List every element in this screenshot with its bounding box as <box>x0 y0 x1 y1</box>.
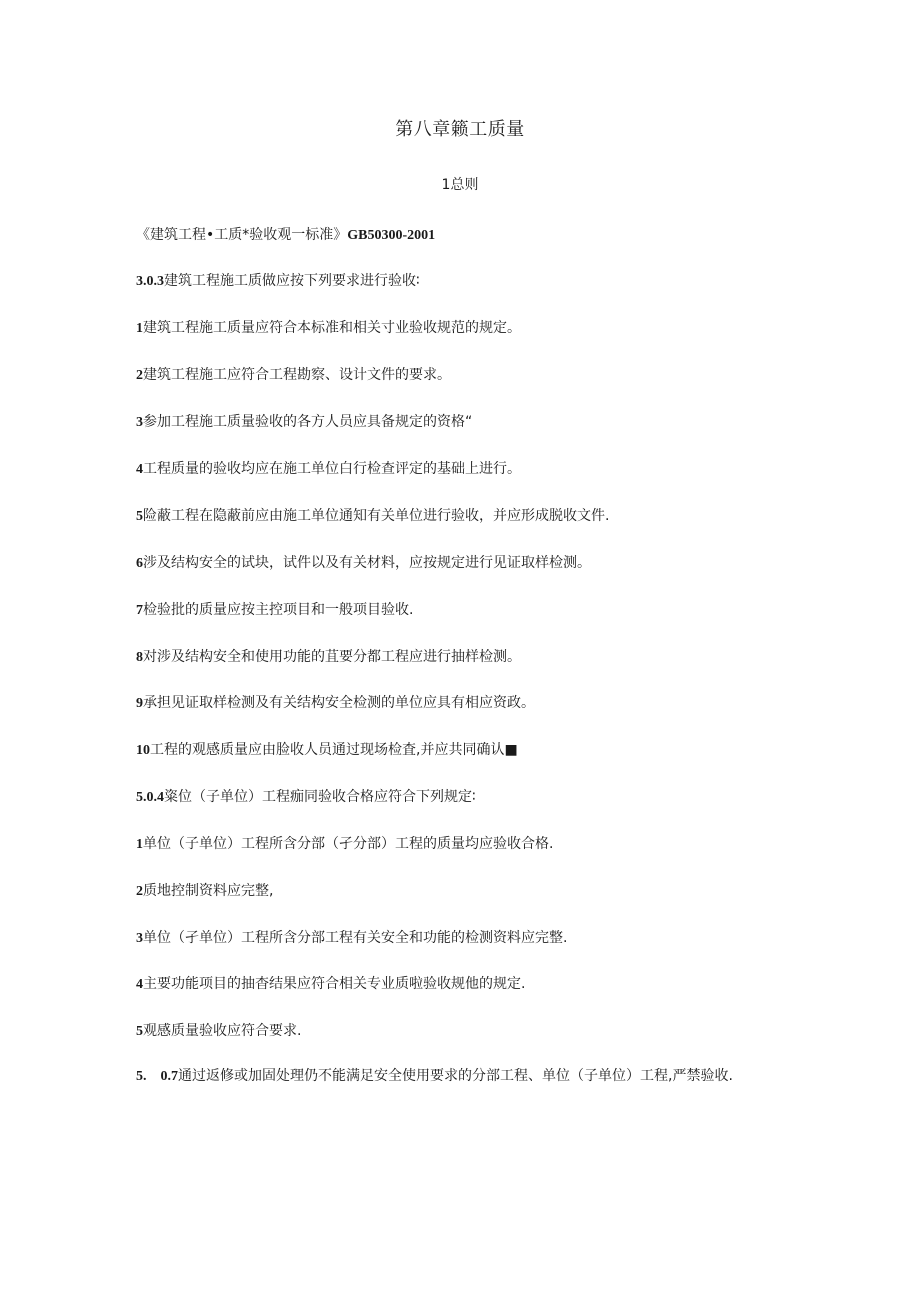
item-number: 9 <box>136 696 143 711</box>
clause-number: 5. 0.7 <box>136 1069 178 1084</box>
item-text: 险蔽工程在隐蔽前应由施工单位通知有关单位进行验收，并应形成脱收文件. <box>143 508 610 524</box>
item-number: 2 <box>136 368 143 383</box>
item-number: 4 <box>136 977 143 992</box>
item-number: 10 <box>136 743 150 758</box>
chapter-title: 第八章籁工质量 <box>395 119 525 140</box>
item-text: 检验批的质量应按主控项目和一般项目验收. <box>143 602 414 618</box>
list-item <box>136 599 786 622</box>
standard-title: 《建筑工程•工质*验收观一标准》 <box>136 227 348 243</box>
clause-5-0-7 <box>136 1063 786 1090</box>
clause-5-0-4 <box>136 786 786 809</box>
list-item <box>136 552 786 575</box>
list-item <box>136 739 786 762</box>
item-text: 承担见证取样检测及有关结构安全检测的单位应具有相应资政。 <box>143 695 535 711</box>
list-item <box>136 411 786 434</box>
list-item <box>136 880 786 903</box>
item-number: 5 <box>136 509 143 524</box>
item-text: 建筑工程施工质量应符合本标准和相关寸业验收规范的规定。 <box>143 320 521 336</box>
list-item <box>136 317 786 340</box>
clause-text: 建筑工程施工质做应按下列要求进行验收∶ <box>164 273 420 289</box>
standard-reference <box>136 224 786 247</box>
item-text: 单位（子单位）工程所含分部（孑分部）工程的质量均应验收合格. <box>143 836 554 852</box>
item-text: 观感质量验收应符合要求. <box>143 1023 302 1039</box>
item-number: 2 <box>136 884 143 899</box>
list-item <box>136 646 786 669</box>
list-item <box>136 833 786 856</box>
item-number: 5 <box>136 1024 143 1039</box>
list-item <box>136 927 786 950</box>
standard-code: GB50300-2001 <box>347 228 436 243</box>
clause-text: 粢位（子单位）工程痂同验收合格应符合下列规定∶ <box>164 789 476 805</box>
item-number: 7 <box>136 603 143 618</box>
section-heading: 1总则 <box>441 177 479 193</box>
item-number: 3 <box>136 931 143 946</box>
item-number: 6 <box>136 556 143 571</box>
item-text: 工程的观感质量应由脸收人员通过现场检査,并应共同确认■ <box>150 742 518 758</box>
item-text: 涉及结构安全的试块，试件以及有关材料，应按规定进行见证取样检测。 <box>143 555 591 571</box>
list-item <box>136 505 786 528</box>
clause-text: 通过返修或加固处理仍不能满足安全使用要求的分部工程、单位（子单位）工程,严禁验收. <box>178 1068 733 1084</box>
item-text: 质地控制资料应完整, <box>143 883 274 899</box>
item-text: 工程质量的验收均应在施工单位白行检查评定的基础上进行。 <box>143 461 521 477</box>
item-text: 建筑工程施工应符合工程勘察、设计文件的要求。 <box>143 367 451 383</box>
clause-number: 5.0.4 <box>136 790 164 805</box>
clause-number: 3.0.3 <box>136 274 164 289</box>
list-item <box>136 364 786 387</box>
list-item <box>136 692 786 715</box>
list-item <box>136 1020 786 1043</box>
item-number: 3 <box>136 415 143 430</box>
list-item <box>136 458 786 481</box>
item-number: 1 <box>136 321 143 336</box>
list-item <box>136 973 786 996</box>
item-text: 参加工程施工质量验收的各方人员应具备规定的资格“ <box>143 414 473 430</box>
clause-3-0-3 <box>136 270 786 293</box>
item-number: 4 <box>136 462 143 477</box>
item-number: 1 <box>136 837 143 852</box>
item-text: 单位（孑单位）工程所含分部工程有关安全和功能的检测资料应完整. <box>143 930 568 946</box>
item-number: 8 <box>136 650 143 665</box>
item-text: 对涉及结构安全和使用功能的苴要分都工程应进行抽样检测。 <box>143 649 521 665</box>
item-text: 主要功能项目的抽杳结果应符合相关专业质啦验收规他的规定. <box>143 976 526 992</box>
